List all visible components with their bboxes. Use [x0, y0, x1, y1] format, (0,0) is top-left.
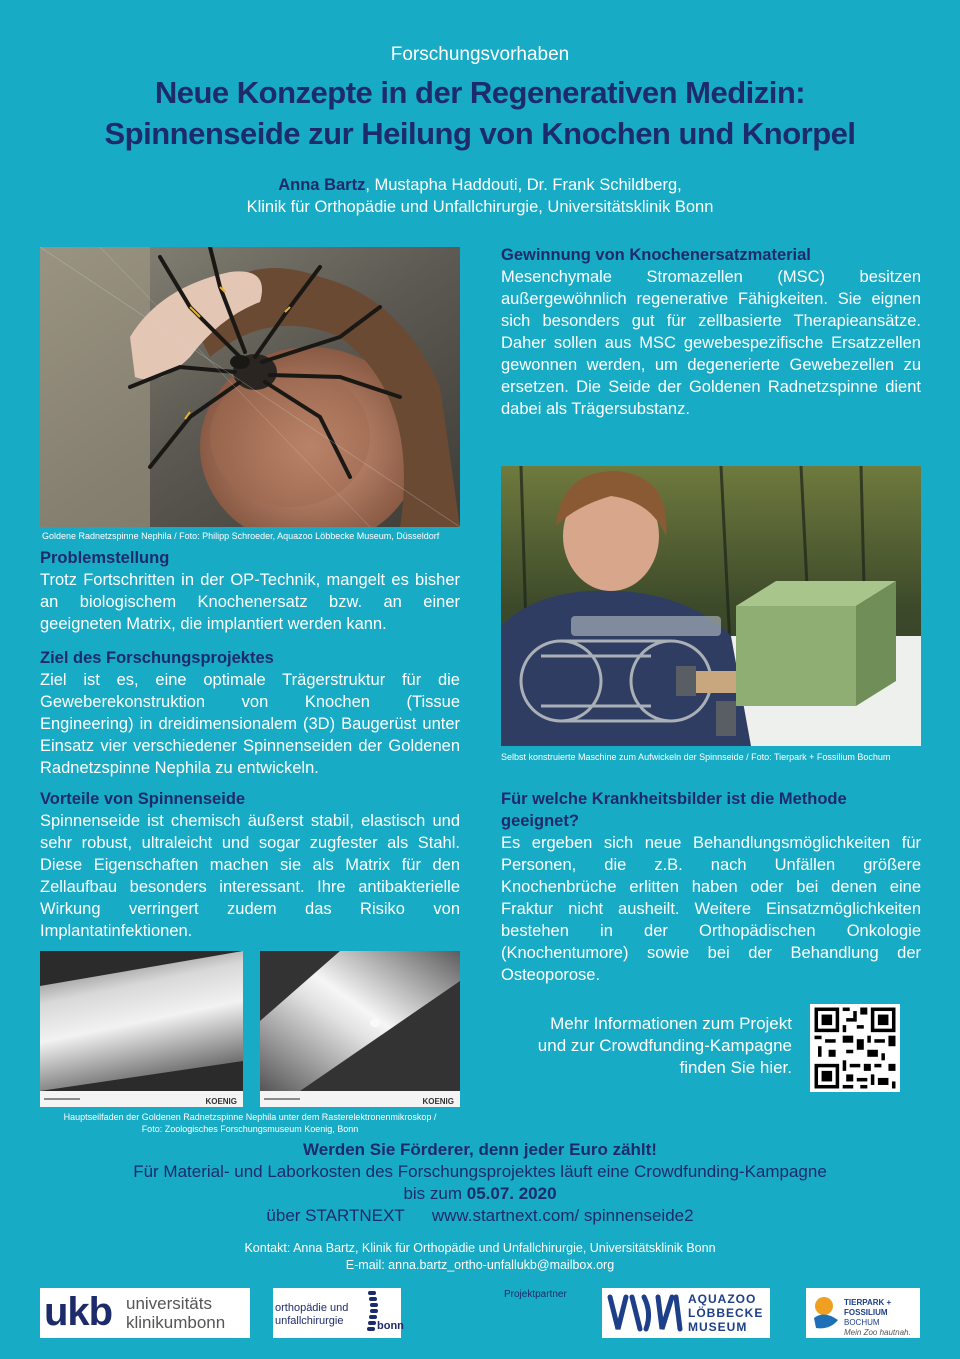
gewinnung-text: Mesenchymale Stromazellen (MSC) besitzen außergewöhnlich regenerative Fähigkeiten. Sie eignen sich besonders gut für zellbasierte Therapieansätze. Daher sollen aus MSC gewebespezifische Ersatzzellen gewonnen werden, um degenerierte Gewebezellen zu ersetzen. Die Seide der Goldenen Radnetzspinne dient dabei als Trägersubstanz. [501, 268, 921, 418]
campaign-link[interactable]: www.startnext.com/ spinnenseide2 [431, 1206, 694, 1225]
tierpark-slogan: Mein Zoo hautnah. [844, 1328, 911, 1337]
tierpark-animal-icon [810, 1294, 842, 1332]
title-line-1: Neue Konzepte in der Regenerativen Medizin: [154, 75, 806, 110]
title-line-2: Spinnenseide zur Heilung von Knochen und Knorpel [104, 116, 856, 151]
sem-photo-1-badge: KOENIG [205, 1097, 237, 1106]
kicker: Forschungsvorhaben [390, 44, 570, 65]
info-line-2: und zur Crowdfunding-Kampagne [537, 1036, 792, 1055]
authors-rest: , Mustapha Haddouti, Dr. Frank Schildberg, [365, 176, 682, 194]
sem-photo-2-badge: KOENIG [422, 1097, 454, 1106]
ortho-logo-line-1: orthopädie und [275, 1302, 349, 1314]
machine-photo-caption: Selbst konstruierte Maschine zum Aufwickeln der Spinnseide / Foto: Tierpark + Fossilium Bochum [501, 752, 891, 762]
qr-code-icon [810, 1004, 900, 1092]
section-krankheit [501, 788, 921, 986]
spider-photo-graphic [40, 247, 460, 527]
ukb-logo-text [126, 1294, 225, 1332]
sem-photo-2-graphic [260, 951, 460, 1107]
ziel-text: Ziel ist es, eine optimale Trägerstruktur für die Geweberekonstruktion von Knochen (Tissue Engineering) in dreidimensionalem (3D) Baugerüst unter Einsatz vier verschiedener Spinnenseiden der Goldenen Radnetzspinne Nephila zu entwickeln. [40, 671, 460, 777]
ukb-logo [40, 1288, 250, 1338]
tierpark-line-2: FOSSILIUM [844, 1308, 888, 1317]
problem-heading: Problemstellung [40, 549, 170, 567]
tierpark-logo-text [844, 1298, 920, 1338]
gewinnung-heading: Gewinnung von Knochenersatzmaterial [501, 246, 811, 264]
aquazoo-line-1: AQUAZOO [688, 1292, 757, 1306]
aquazoo-logo [602, 1288, 770, 1338]
ortho-logo-text [275, 1302, 348, 1328]
sem-photo-2 [260, 951, 460, 1107]
sem-caption-line-1: Hauptseilfaden der Goldenen Radnetzspinne Nephila unter dem Rasterelektronenmikroskop / [63, 1112, 437, 1122]
problem-text: Trotz Fortschritten in der OP-Technik, mangelt es bisher an biologischem Knochenersatz bzw. an einer geeigneten Matrix, die implantiert werden kann. [40, 571, 460, 633]
ukb-logo-line-1: universitäts [126, 1294, 212, 1313]
sem-photo-1-graphic [40, 951, 243, 1107]
tierpark-line-3: BOCHUM [844, 1318, 880, 1327]
ortho-logo-line-2: unfallchirurgie [275, 1315, 344, 1327]
crowdfunding-line-3 [0, 1205, 960, 1227]
info-text [500, 1013, 792, 1079]
info-line-3: finden Sie hier. [679, 1058, 792, 1077]
deadline-date: 05.07. 2020 [466, 1184, 557, 1203]
ukb-logo-line-2: klinikumbonn [126, 1313, 226, 1332]
crowdfunding-headline: Werden Sie Förderer, denn jeder Euro zählt! [303, 1140, 657, 1159]
author-main: Anna Bartz [278, 176, 366, 194]
affiliation: Klinik für Orthopädie und Unfallchirurgie, Universitätsklinik Bonn [246, 198, 714, 216]
partner-label: Projektpartner [504, 1289, 567, 1300]
ukb-logo-mark: ukb [44, 1290, 113, 1334]
sem-photo-caption [40, 1111, 460, 1135]
crowdfunding-line-1: Für Material- und Laborkosten des Forschungsprojektes läuft eine Crowdfunding-Kampagne [133, 1162, 827, 1181]
section-problem [40, 547, 460, 635]
contact-line-1: Kontakt: Anna Bartz, Klinik für Orthopädie und Unfallchirurgie, Universitätsklinik Bonn [244, 1241, 716, 1255]
qr-code[interactable] [810, 1004, 900, 1092]
section-vorteile [40, 788, 460, 942]
ziel-heading: Ziel des Forschungsprojektes [40, 649, 274, 667]
info-line-1: Mehr Informationen zum Projekt [550, 1014, 792, 1033]
section-ziel [40, 647, 460, 779]
vorteile-heading: Vorteile von Spinnenseide [40, 790, 246, 808]
aquazoo-mark-icon [606, 1293, 684, 1333]
aquazoo-line-2: LÖBBECKE [688, 1306, 764, 1320]
aquazoo-logo-text [688, 1292, 763, 1334]
contact-email[interactable]: E-mail: anna.bartz_ortho-unfallukb@mailbox.org [345, 1258, 615, 1272]
krankheit-text: Es ergeben sich neue Behandlungsmöglichkeiten für Personen, die z.B. nach Unfällen größere Knochenbrüche erlitten haben oder bei denen eine Fraktur nicht ausheilt. Weitere Einsatzmöglichkeiten bestehen in der Orthopädischen Onkologie (Knochentumore) sowie bei der Behandlung der Osteoporose. [501, 834, 921, 984]
crowdfunding-line-2 [0, 1183, 960, 1205]
krankheit-heading: Für welche Krankheitsbilder ist die Methode geeignet? [501, 790, 847, 830]
deadline-prefix: bis zum [403, 1184, 467, 1203]
sem-caption-line-2: Foto: Zoologisches Forschungsmuseum Koenig, Bonn [141, 1124, 359, 1134]
vorteile-text: Spinnenseide ist chemisch äußerst stabil, elastisch und sehr robust, ultraleicht und sogar zugfester als Stahl. Diese Eigenschaften machen sie als Matrix für den Zellaufbau besonders interessant. Ihre antibakterielle Wirkung verringert zudem das Risiko von Implantatinfektionen. [40, 812, 460, 940]
tierpark-logo [806, 1288, 920, 1338]
tierpark-line-1: TIERPARK + [844, 1298, 892, 1307]
platform-name: STARTNEXT [305, 1206, 405, 1225]
section-gewinnung [501, 244, 921, 420]
authors [0, 174, 960, 218]
page-title [0, 72, 960, 154]
sem-photo-1 [40, 951, 243, 1107]
contact [0, 1240, 960, 1274]
machine-photo [501, 466, 921, 746]
ortho-logo-bonn: bonn [377, 1320, 404, 1332]
platform-prefix: über [266, 1206, 306, 1225]
ortho-logo [273, 1288, 404, 1338]
spider-photo [40, 247, 460, 527]
spider-photo-caption: Goldene Radnetzspinne Nephila / Foto: Philipp Schroeder, Aquazoo Löbbecke Museum, Düsseldorf [42, 531, 440, 541]
aquazoo-line-3: MUSEUM [688, 1320, 748, 1334]
machine-photo-graphic [501, 466, 921, 746]
